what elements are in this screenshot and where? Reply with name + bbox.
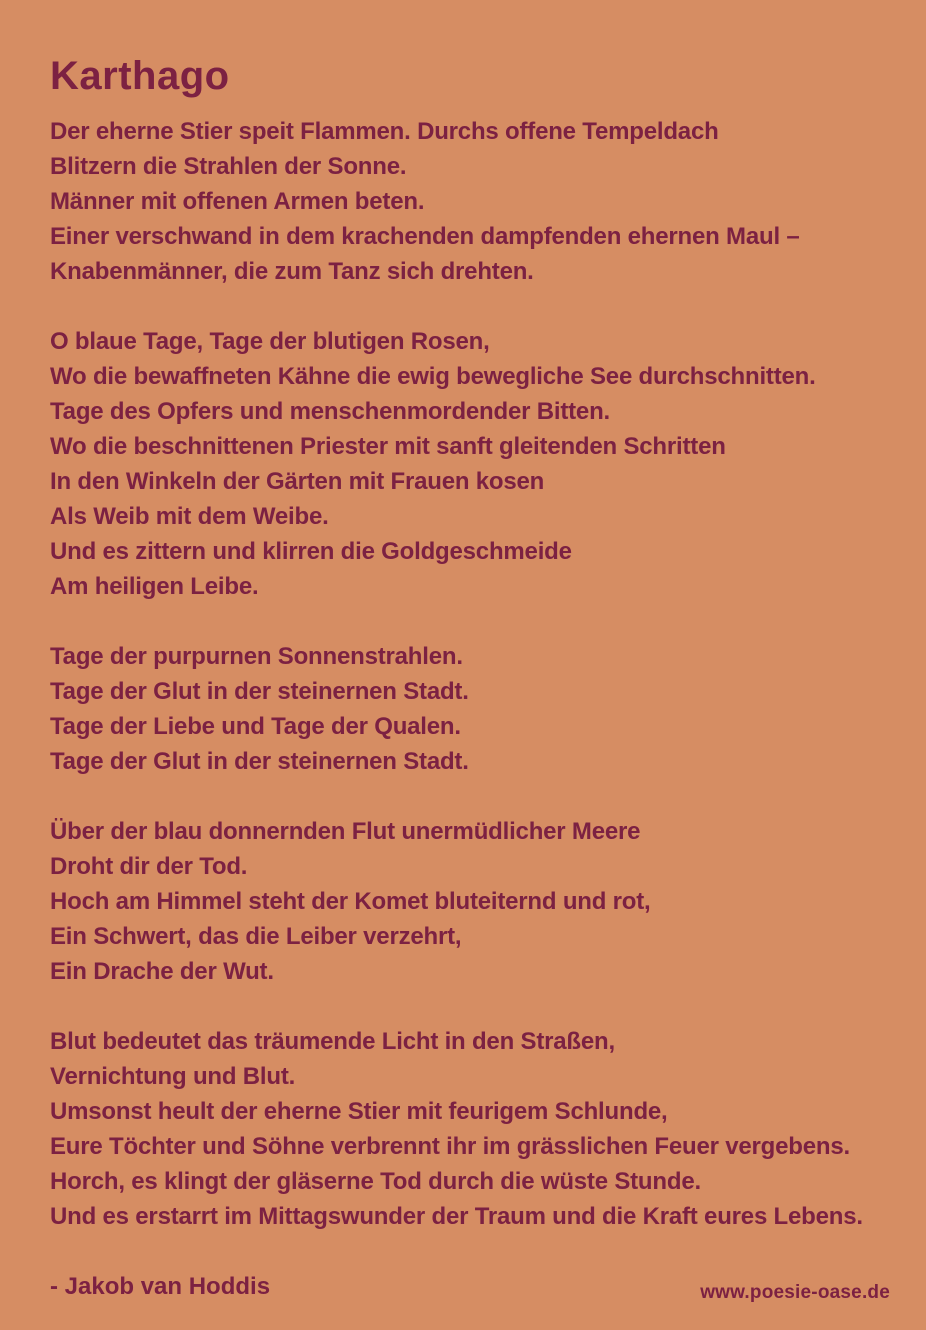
stanza-2 <box>50 324 886 604</box>
poem-title: Karthago <box>50 54 230 98</box>
poem-line: In den Winkeln der Gärten mit Frauen kosen <box>50 468 545 495</box>
poem-line: Und es zittern und klirren die Goldgeschmeide <box>50 538 572 565</box>
poem-line: Tage der purpurnen Sonnenstrahlen. <box>50 643 463 670</box>
poem-line: Tage der Glut in der steinernen Stadt. <box>50 678 469 705</box>
poem-line: O blaue Tage, Tage der blutigen Rosen, <box>50 328 490 355</box>
poem-line: Vernichtung und Blut. <box>50 1063 296 1090</box>
poem-line: Als Weib mit dem Weibe. <box>50 503 329 530</box>
poem-line: Hoch am Himmel steht der Komet bluteiternd und rot, <box>50 888 651 915</box>
poem-line: Ein Schwert, das die Leiber verzehrt, <box>50 923 462 950</box>
stanza-1 <box>50 114 886 289</box>
stanza-5 <box>50 1024 886 1234</box>
poem-line: Tage der Glut in der steinernen Stadt. <box>50 748 469 775</box>
poem-line: Am heiligen Leibe. <box>50 573 259 600</box>
poem-line: Blitzern die Strahlen der Sonne. <box>50 153 407 180</box>
poem-author: - Jakob van Hoddis <box>50 1273 271 1300</box>
poem-line: Tage des Opfers und menschenmordender Bitten. <box>50 398 610 425</box>
poem-line: Und es erstarrt im Mittagswunder der Traum und die Kraft eures Lebens. <box>50 1203 863 1230</box>
poem-line: Tage der Liebe und Tage der Qualen. <box>50 713 461 740</box>
poem-line: Über der blau donnernden Flut unermüdlicher Meere <box>50 818 641 845</box>
poem-line: Droht dir der Tod. <box>50 853 248 880</box>
poem-line: Eure Töchter und Söhne verbrennt ihr im grässlichen Feuer vergebens. <box>50 1133 850 1160</box>
poem-line: Blut bedeutet das träumende Licht in den Straßen, <box>50 1028 615 1055</box>
stanza-4 <box>50 814 886 989</box>
poem-body <box>50 114 886 1234</box>
site-watermark: www.poesie-oase.de <box>700 1282 890 1303</box>
poem-line: Wo die bewaffneten Kähne die ewig bewegliche See durchschnitten. <box>50 363 816 390</box>
poem-line: Knabenmänner, die zum Tanz sich drehten. <box>50 258 534 285</box>
poem-line: Männer mit offenen Armen beten. <box>50 188 425 215</box>
poem-line: Wo die beschnittenen Priester mit sanft gleitenden Schritten <box>50 433 726 460</box>
poem-line: Einer verschwand in dem krachenden dampfenden ehernen Maul – <box>50 223 800 250</box>
poem-line: Ein Drache der Wut. <box>50 958 274 985</box>
stanza-3 <box>50 639 886 779</box>
poem-line: Horch, es klingt der gläserne Tod durch die wüste Stunde. <box>50 1168 701 1195</box>
poem-line: Umsonst heult der eherne Stier mit feurigem Schlunde, <box>50 1098 668 1125</box>
poem-line: Der eherne Stier speit Flammen. Durchs offene Tempeldach <box>50 118 719 145</box>
